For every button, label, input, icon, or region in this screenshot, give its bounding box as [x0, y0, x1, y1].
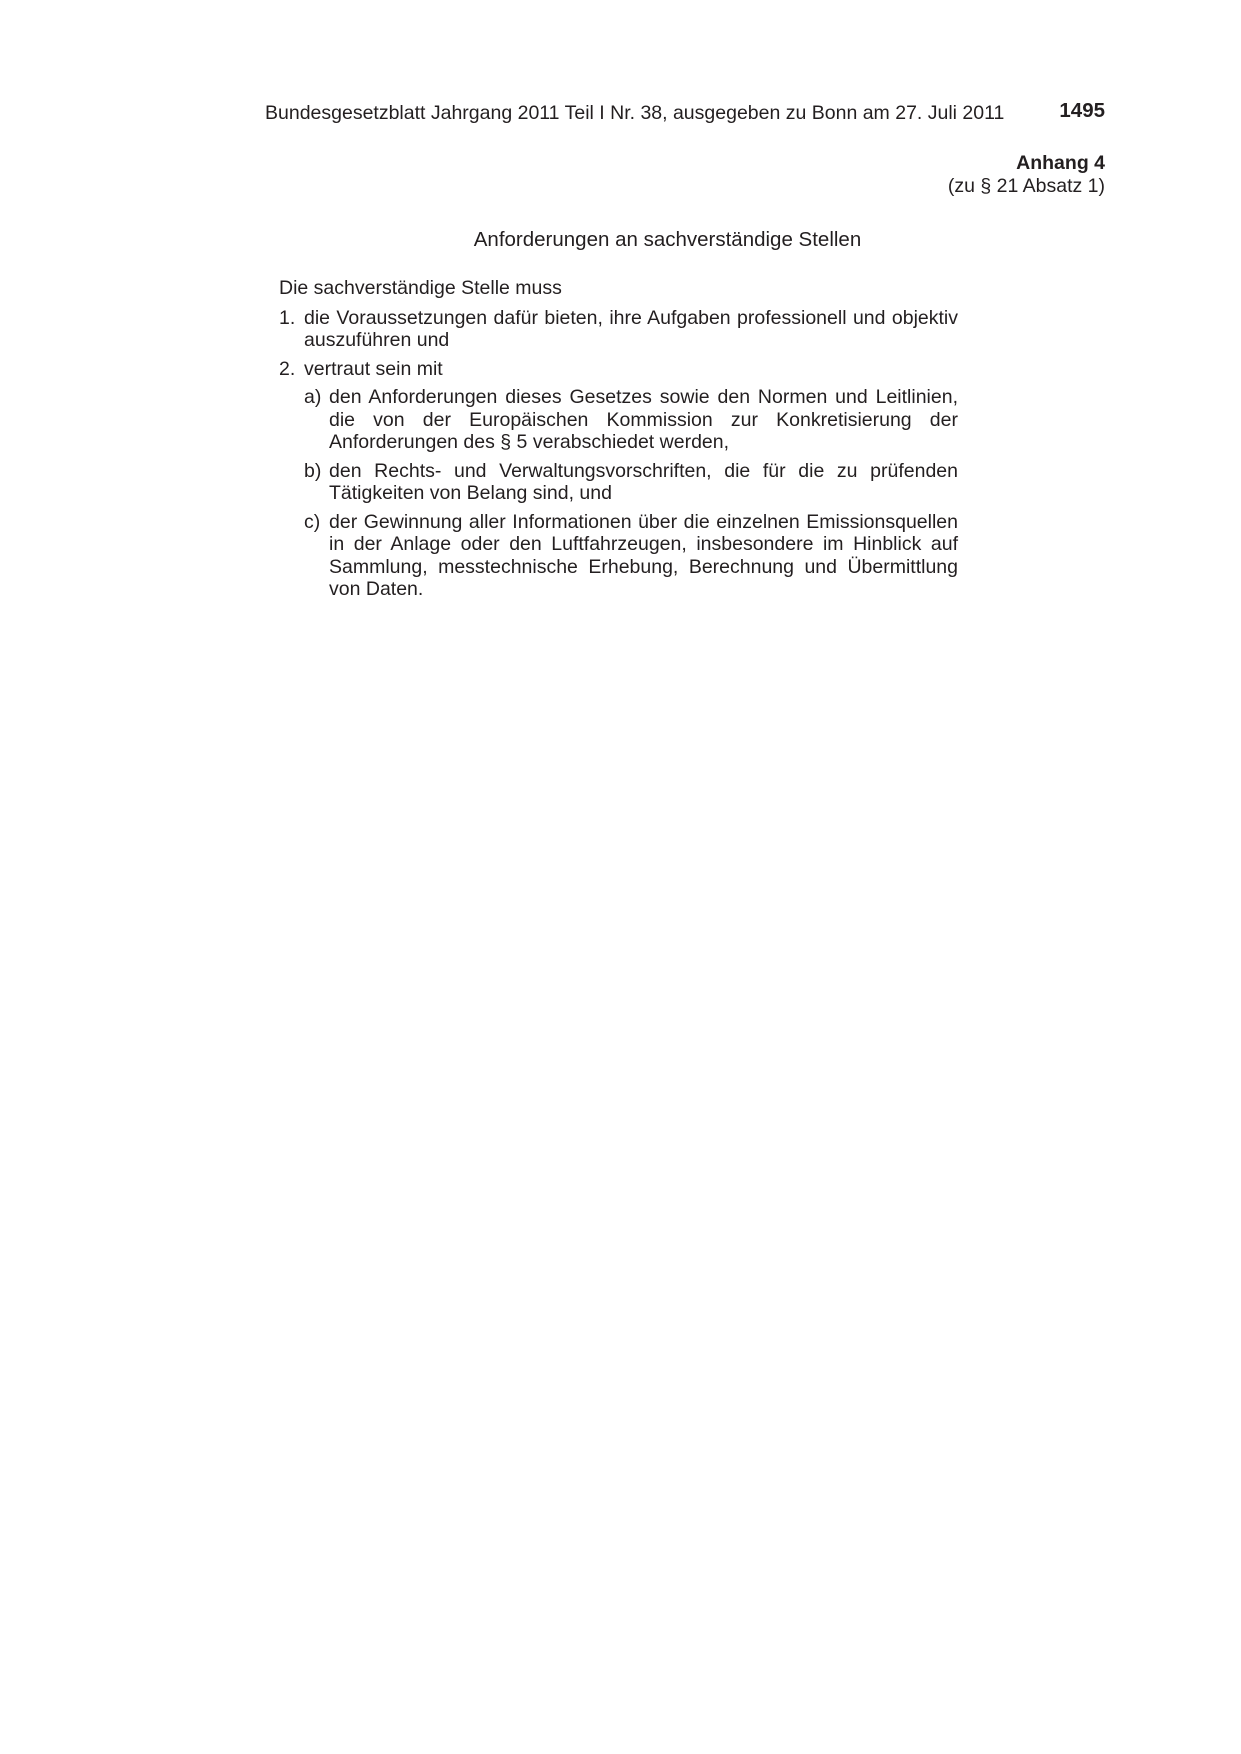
sub-item-a — [304, 386, 958, 454]
document-heading: Anforderungen an sachverständige Stellen — [473, 228, 862, 251]
list-item-text: die Voraussetzungen dafür bieten, ihre Aufgaben professionell und objektiv auszuführen und — [304, 306, 958, 351]
sub-list — [304, 386, 958, 601]
sub-item-label: b) — [304, 459, 322, 482]
running-header: Bundesgesetzblatt Jahrgang 2011 Teil I Nr. 38, ausgegeben zu Bonn am 27. Juli 2011 — [265, 102, 1005, 124]
list-item-text: vertraut sein mit — [304, 357, 443, 380]
sub-item-b — [304, 460, 958, 505]
sub-item-label: a) — [304, 386, 322, 408]
annex-reference: (zu § 21 Absatz 1) — [947, 175, 1105, 197]
sub-item-label: c) — [304, 510, 321, 533]
annex-block — [948, 152, 1105, 198]
list-item-1 — [279, 307, 958, 352]
intro-sentence: Die sachverständige Stelle muss — [279, 277, 562, 299]
annex-title: Anhang 4 — [1016, 152, 1105, 174]
sub-item-text: den Anforderungen dieses Gesetzes sowie den Normen und Leitlinien, die von der Europäischen Kommission zur Konkretisierung der Anforderungen des § 5 verabschiedet werden, — [329, 386, 958, 453]
document-body — [279, 277, 958, 607]
sub-item-c — [304, 511, 958, 601]
page-number: 1495 — [1059, 99, 1105, 122]
sub-item-text: den Rechts- und Verwaltungsvorschriften, die für die zu prüfenden Tätigkeiten von Belang sind, und — [329, 459, 958, 504]
list-item-number: 1. — [279, 306, 296, 329]
list-item-2 — [279, 358, 958, 381]
sub-item-text: der Gewinnung aller Informationen über die einzelnen Emissionsquellen in der Anlage oder den Luftfahrzeugen, insbesondere im Hinblick auf Sammlung, messtechnische Erhebung, Berechnung und Übermittlung von Daten. — [329, 510, 958, 600]
list-item-number: 2. — [279, 357, 296, 380]
